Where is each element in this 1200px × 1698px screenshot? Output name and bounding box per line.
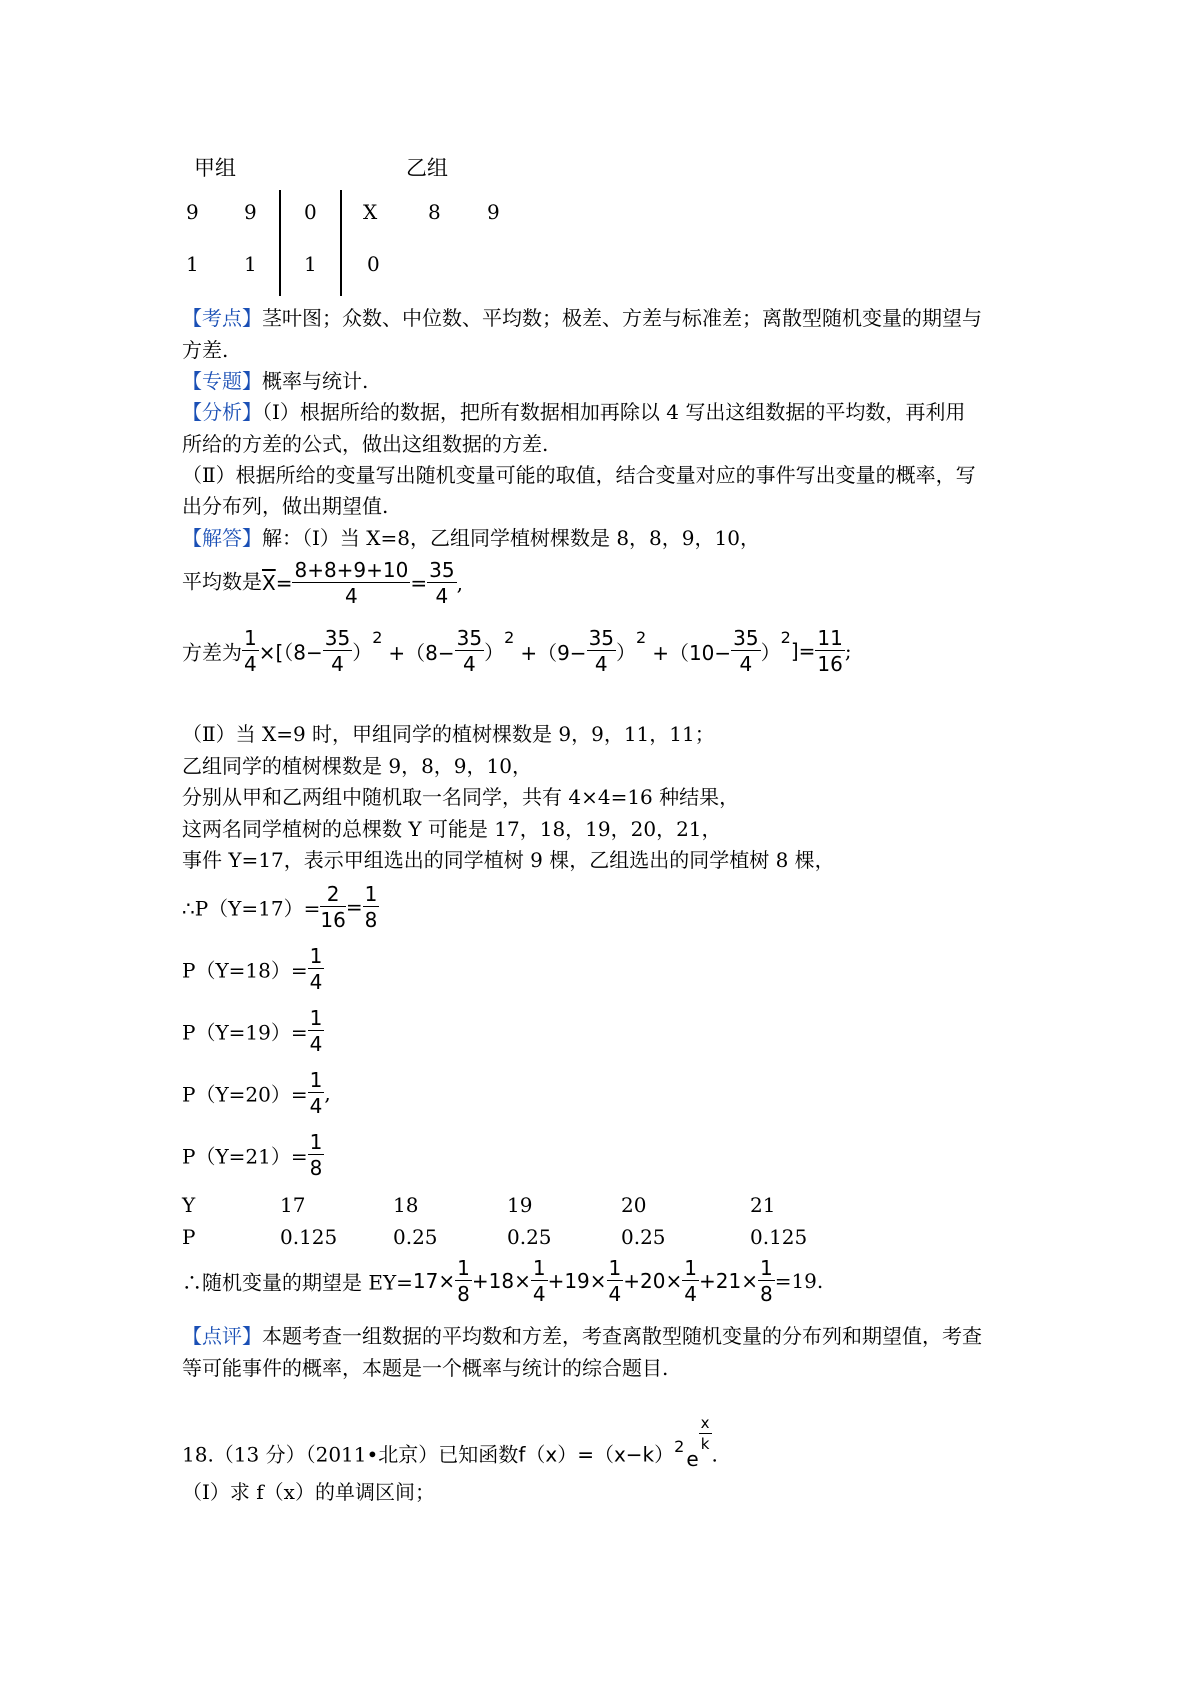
stem-divider-left xyxy=(279,190,281,296)
exp-num: 1 xyxy=(457,1256,470,1280)
stem-value: 0 xyxy=(304,200,317,224)
dianping-line-1 xyxy=(182,1322,982,1350)
var-prefix: 方差为 xyxy=(182,640,242,665)
stem-value: 1 xyxy=(304,252,317,276)
exp-num: 1 xyxy=(532,1256,546,1280)
table-header-cell: 18 xyxy=(393,1193,419,1217)
jieda-line-1 xyxy=(182,524,760,552)
var-result xyxy=(815,628,844,674)
b-leaf: 9 xyxy=(487,200,500,224)
p20-frac xyxy=(308,1070,325,1116)
var-close: ） xyxy=(760,640,781,665)
p18-frac xyxy=(308,946,325,992)
fenxi-line-4: 出分布列，做出期望值. xyxy=(182,494,389,518)
q18-part1: （Ⅰ）求 f（x）的单调区间； xyxy=(182,1480,435,1504)
jieda-line-3: 乙组同学的植树棵数是 9，8，9，10， xyxy=(182,754,532,778)
exp-den: 8 xyxy=(759,1282,773,1306)
mean-end: , xyxy=(456,571,463,595)
kaodian-text: 茎叶图；众数、中位数、平均数；极差、方差与标准差；离散型随机变量的期望与 xyxy=(262,306,982,330)
a-leaf: 9 xyxy=(244,200,257,224)
jieda-line-6: 事件 Y=17，表示甲组选出的同学植树 9 棵，乙组选出的同学植树 8 棵， xyxy=(182,848,835,872)
fenxi-tag: 【分析】 xyxy=(182,400,262,424)
p18-line xyxy=(182,946,324,992)
mean-prefix: 平均数是 xyxy=(182,569,262,594)
table-value-cell: 0.25 xyxy=(393,1225,438,1249)
exp-frac xyxy=(682,1258,699,1304)
p19-frac xyxy=(308,1008,325,1054)
p17-num1: 2 xyxy=(320,884,345,907)
exp-num: 1 xyxy=(608,1256,622,1280)
var-quarter-den: 4 xyxy=(244,652,257,676)
p21-line xyxy=(182,1132,324,1178)
mean-eq2: = xyxy=(410,571,428,595)
var-end: ; xyxy=(844,639,852,663)
p21-num: 1 xyxy=(309,1130,323,1154)
var-frac-den: 4 xyxy=(594,652,608,676)
var-term1-open: ×[（8− xyxy=(258,640,323,665)
p21-den: 8 xyxy=(309,1156,323,1180)
kaodian-tag: 【考点】 xyxy=(182,306,262,330)
var-close: ） xyxy=(484,640,505,665)
p19-den: 4 xyxy=(309,1032,323,1056)
group-a-label: 甲组 xyxy=(194,156,236,180)
p17-frac-1 xyxy=(320,884,345,930)
jieda-text-1: 解：（Ⅰ）当 X=8，乙组同学植树棵数是 8，8，9，10， xyxy=(262,526,760,550)
exp-den: 4 xyxy=(684,1282,697,1306)
var-frac-num: 35 xyxy=(456,626,483,650)
var-frac-num: 35 xyxy=(733,626,759,650)
exp-den: 8 xyxy=(457,1282,470,1306)
table-value-cell: 0.25 xyxy=(507,1225,552,1249)
var-close: ） xyxy=(352,640,373,665)
zhuanti-tag: 【专题】 xyxy=(182,369,262,393)
table-header-cell: 19 xyxy=(507,1193,533,1217)
table-value-cell: 0.125 xyxy=(750,1225,808,1249)
b-leaf: 0 xyxy=(367,252,380,276)
b-leaf: X xyxy=(363,200,378,224)
dianping-text-1: 本题考查一组数据的平均数和方差，考查离散型随机变量的分布列和期望值，考查 xyxy=(262,1324,982,1348)
p20-end: , xyxy=(324,1081,331,1105)
exp-num: 1 xyxy=(759,1256,773,1280)
q18-square: 2 xyxy=(674,1436,685,1456)
mean-result xyxy=(427,560,456,606)
table-header-cell: 17 xyxy=(280,1193,306,1217)
var-frac-3 xyxy=(587,628,616,674)
a-leaf: 9 xyxy=(186,200,199,224)
q18-head: 18.（13 分）（2011•北京）已知函数 xyxy=(182,1442,519,1467)
var-frac-den: 4 xyxy=(463,652,476,676)
var-eq: ]= xyxy=(790,639,816,663)
b-leaf: 8 xyxy=(428,200,441,224)
p17-den2: 8 xyxy=(364,908,378,932)
p17-line xyxy=(182,884,379,930)
stem-divider-right xyxy=(340,190,342,296)
q18-exponent xyxy=(699,1416,712,1452)
exp-term: +21× xyxy=(698,1269,758,1293)
q18-end: . xyxy=(711,1442,718,1467)
var-frac-den: 4 xyxy=(331,652,344,676)
a-leaf: 1 xyxy=(244,252,257,276)
p17-num2: 1 xyxy=(364,882,378,906)
mean-fraction xyxy=(292,560,410,606)
var-frac-den: 4 xyxy=(739,652,753,676)
exp-frac xyxy=(607,1258,624,1304)
p18-prefix: P（Y=18）= xyxy=(182,958,308,983)
p18-den: 4 xyxy=(309,970,323,994)
exp-term: +18× xyxy=(471,1269,531,1293)
mean-eq: = xyxy=(275,571,293,595)
table-header-cell: Y xyxy=(182,1193,196,1217)
var-square: 2 xyxy=(372,627,383,647)
var-square: 2 xyxy=(780,627,791,647)
fenxi-line-1 xyxy=(182,398,965,426)
var-square: 2 xyxy=(636,627,647,647)
var-frac-4 xyxy=(731,628,760,674)
exp-term: +19× xyxy=(547,1269,607,1293)
p20-num: 1 xyxy=(309,1068,323,1092)
dianping-tag: 【点评】 xyxy=(182,1324,262,1348)
p20-line xyxy=(182,1070,331,1116)
var-frac-1 xyxy=(323,628,352,674)
group-b-label: 乙组 xyxy=(406,156,448,180)
table-value-cell: P xyxy=(182,1225,196,1249)
mean-symbol: $\overline{X}$ xyxy=(262,571,276,595)
zhuanti-line xyxy=(182,367,368,395)
variance-formula xyxy=(182,628,852,674)
exp-frac xyxy=(455,1258,472,1304)
jieda-tag: 【解答】 xyxy=(182,526,262,550)
p18-num: 1 xyxy=(309,944,323,968)
var-frac-2 xyxy=(455,628,484,674)
exp-den: 4 xyxy=(532,1282,546,1306)
var-term4-open: +（10− xyxy=(652,640,732,665)
q18-line xyxy=(182,1414,718,1474)
exp-den: 4 xyxy=(608,1282,622,1306)
p17-frac-2 xyxy=(363,884,380,930)
mean-denominator: 4 xyxy=(345,584,358,608)
table-header-cell: 21 xyxy=(750,1193,776,1217)
table-value-cell: 0.125 xyxy=(280,1225,338,1249)
q18-exp-den: k xyxy=(700,1435,710,1453)
a-leaf: 1 xyxy=(186,252,199,276)
q18-exp-num: x xyxy=(700,1414,710,1432)
exp-result: =19. xyxy=(774,1269,824,1293)
var-square: 2 xyxy=(504,627,515,647)
mean-numerator: 8+8+9+10 xyxy=(294,558,409,582)
var-frac-num: 35 xyxy=(588,626,615,650)
jieda-line-5: 这两名同学植树的总棵数 Y 可能是 17，18，19，20，21， xyxy=(182,817,722,841)
var-result-num: 11 xyxy=(817,626,843,650)
exp-num: 1 xyxy=(684,1256,697,1280)
var-result-den: 16 xyxy=(817,652,843,676)
p19-line xyxy=(182,1008,324,1054)
p19-prefix: P（Y=19）= xyxy=(182,1020,308,1045)
jieda-line-4: 分别从甲和乙两组中随机取一名同学，共有 4×4=16 种结果， xyxy=(182,785,740,809)
mean-result-den: 4 xyxy=(435,584,449,608)
var-quarter-num: 1 xyxy=(244,626,257,650)
q18-function: f（x）=（x−k） xyxy=(518,1442,675,1467)
dianping-line-2: 等可能事件的概率，本题是一个概率与统计的综合题目. xyxy=(182,1356,669,1380)
q18-e: e xyxy=(686,1446,699,1471)
kaodian-line-1 xyxy=(182,304,982,332)
p17-eq: = xyxy=(345,895,363,919)
var-term2-open: +（8− xyxy=(388,640,455,665)
mean-formula xyxy=(182,560,463,606)
exp-term: 17× xyxy=(412,1269,456,1293)
jieda-line-2: （Ⅱ）当 X=9 时，甲组同学的植树棵数是 9，9，11，11； xyxy=(182,722,715,746)
zhuanti-text: 概率与统计. xyxy=(262,369,369,393)
var-term3-open: +（9− xyxy=(520,640,587,665)
expectation-line xyxy=(182,1258,823,1304)
p20-prefix: P（Y=20）= xyxy=(182,1082,308,1107)
fenxi-line-3: （Ⅱ）根据所给的变量写出随机变量可能的取值，结合变量对应的事件写出变量的概率，写 xyxy=(182,463,976,487)
exp-frac xyxy=(758,1258,775,1304)
p19-num: 1 xyxy=(309,1006,323,1030)
var-close: ） xyxy=(616,640,637,665)
p17-den1: 16 xyxy=(320,908,346,932)
p21-frac xyxy=(308,1132,325,1178)
p17-prefix: ∴P（Y=17）= xyxy=(182,896,321,921)
kaodian-line-2: 方差. xyxy=(182,338,229,362)
exp-term: +20× xyxy=(623,1269,683,1293)
fenxi-text-1: （Ⅰ）根据所给的数据，把所有数据相加再除以 4 写出这组数据的平均数，再利用 xyxy=(262,400,966,424)
p20-den: 4 xyxy=(309,1094,323,1118)
var-quarter xyxy=(242,628,259,674)
exp-frac xyxy=(531,1258,548,1304)
table-value-cell: 0.25 xyxy=(621,1225,666,1249)
p21-prefix: P（Y=21）= xyxy=(182,1144,308,1169)
fenxi-line-2: 所给的方差的公式，做出这组数据的方差. xyxy=(182,432,549,456)
var-frac-num: 35 xyxy=(324,626,351,650)
mean-result-num: 35 xyxy=(429,558,455,582)
expectation-prefix: ∴随机变量的期望是 EY= xyxy=(182,1270,413,1295)
table-header-cell: 20 xyxy=(621,1193,647,1217)
